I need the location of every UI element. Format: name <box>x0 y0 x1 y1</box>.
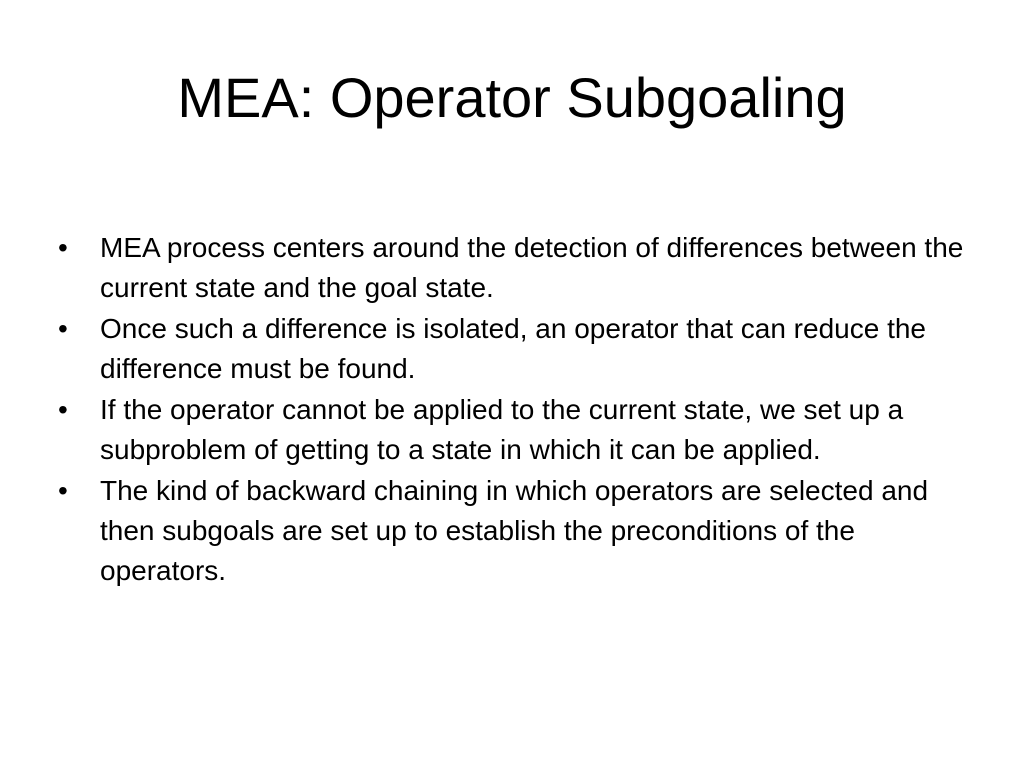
bullet-marker: • <box>58 475 68 506</box>
bullet-item <box>58 309 978 389</box>
bullet-text: The kind of backward chaining in which operators are selected and then subgoals are set up to establish the preconditions of the operators. <box>100 475 929 586</box>
bullet-marker: • <box>58 394 68 425</box>
bullet-text: If the operator cannot be applied to the current state, we set up a subproblem of getting to a state in which it can be applied. <box>100 394 904 465</box>
bullet-item <box>58 390 978 470</box>
bullet-list <box>58 228 978 592</box>
bullet-marker: • <box>58 313 68 344</box>
slide-title: MEA: Operator Subgoaling <box>177 66 847 129</box>
bullet-item <box>58 471 978 591</box>
bullet-text: Once such a difference is isolated, an operator that can reduce the difference must be found. <box>100 313 926 384</box>
bullet-item <box>58 228 978 308</box>
bullet-marker: • <box>58 232 68 263</box>
bullet-text: MEA process centers around the detection of differences between the current state and the goal state. <box>100 232 964 303</box>
